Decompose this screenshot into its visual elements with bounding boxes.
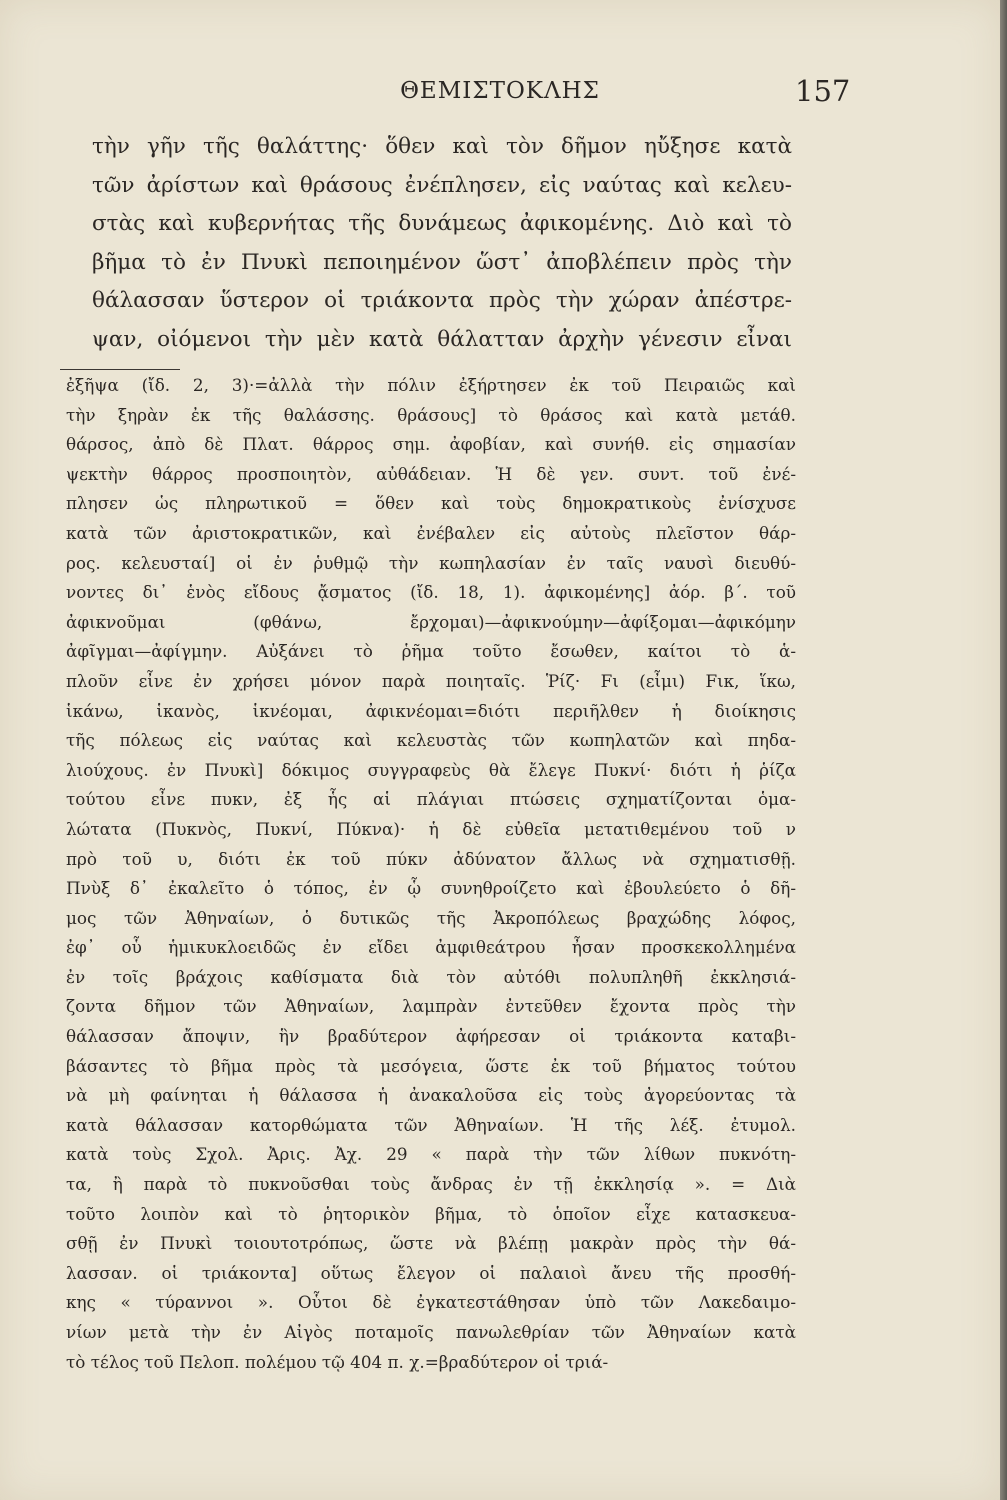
footnote-line: νίων μετὰ τὴν ἐν Αἰγὸς ποταμοῖς πανωλεθρίαν τῶν Ἀθηναίων κατὰ [66, 1322, 796, 1342]
footnote-line: κατὰ τῶν ἀριστοκρατικῶν, καὶ ἐνέβαλεν εἰς αὐτοὺς πλεῖστον θάρ- [66, 522, 796, 543]
footnote-line: τῆς πόλεως εἰς ναύτας καὶ κελευστὰς τῶν κωπηλατῶν καὶ πηδα- [66, 730, 796, 751]
footnote-line: ζοντα δῆμον τῶν Ἀθηναίων, λαμπρὰν ἐντεῦθεν ἔχοντα πρὸς τὴν [66, 996, 796, 1017]
footnote-line: τούτου εἶνε πυκν, ἐξ ἧς αἱ πλάγιαι πτώσεις σχηματίζονται ὁμα- [66, 789, 796, 810]
footnote-line: πλησεν ὡς πληρωτικοῦ = ὅθεν καὶ τοὺς δημοκρατικοὺς ἐνίσχυσε [66, 493, 796, 514]
footnote-line: βάσαντες τὸ βῆμα πρὸς τὰ μεσόγεια, ὥστε ἐκ τοῦ βήματος τούτου [66, 1055, 796, 1076]
main-text-line: βῆμα τὸ ἐν Πνυκὶ πεποιημένον ὥστ᾿ ἀποβλέπειν πρὸς τὴν [92, 249, 792, 275]
main-text-line: στὰς καὶ κυβερνήτας τῆς δυνάμεως ἀφικομένης. Διὸ καὶ τὸ [92, 211, 792, 236]
footnote-line: νὰ μὴ φαίνηται ἡ θάλασσα ἡ ἀνακαλοῦσα εἰς τοὺς ἀγορεύοντας τὰ [66, 1085, 796, 1106]
footnote-line: πλοῦν εἶνε ἐν χρήσει μόνον παρὰ ποιηταῖς. Ῥίζ· Fι (εἶμι) Fικ, ἵκω, [66, 670, 796, 691]
footnote-line: τοῦτο λοιπὸν καὶ τὸ ῥητορικὸν βῆμα, τὸ ὁποῖον εἶχε κατασκευα- [66, 1203, 796, 1224]
footnote-line: τὴν ξηρὰν ἐκ τῆς θαλάσσης. θράσους] τὸ θράσος καὶ κατὰ μετάθ. [66, 404, 796, 425]
footnote-line: λώτατα (Πυκνὸς, Πυκνί, Πύκνα)· ἡ δὲ εὐθεῖα μετατιθεμένου τοῦ ν [66, 818, 796, 839]
footnote-line: τὸ τέλος τοῦ Πελοπ. πολέμου τῷ 404 π. χ.=βραδύτερον οἱ τριά- [66, 1351, 609, 1372]
footnote-line: ἐξῆψα (ἴδ. 2, 3)·=ἀλλὰ τὴν πόλιν ἐξήρτησεν ἐκ τοῦ Πειραιῶς καὶ [66, 375, 796, 395]
footnote-line: Πνὺξ δ᾿ ἐκαλεῖτο ὁ τόπος, ἐν ᾧ συνηθροίζετο καὶ ἐβουλεύετο ὁ δῆ- [66, 878, 796, 899]
footnotes [66, 371, 796, 1377]
footnote-line: λασσαν. οἱ τριάκοντα] οὕτως ἔλεγον οἱ παλαιοὶ ἄνευ τῆς προσθή- [66, 1262, 796, 1283]
page-edge [1000, 0, 1007, 1500]
footnote-line: πρὸ τοῦ υ, διότι ἐκ τοῦ πύκν ἀδύνατον ἄλλως νὰ σχηματισθῇ. [66, 848, 796, 869]
footnote-line: ρος. κελευσταί] οἱ ἐν ῥυθμῷ τὴν κωπηλασίαν ἐν ταῖς ναυσὶ διευθύ- [66, 552, 796, 573]
footnote-line: θάρσος, ἀπὸ δὲ Πλατ. θάρρος σημ. ἀφοβίαν, καὶ συνήθ. εἰς σημασίαν [66, 434, 796, 455]
main-text-line: τὴν γῆν τῆς θαλάττης· ὅθεν καὶ τὸν δῆμον ηὔξησε κατὰ [92, 134, 792, 159]
footnote-line: ψεκτὴν θάρρος προσποιητὸν, αὐθάδειαν. Ἡ δὲ γεν. συντ. τοῦ ἐνέ- [66, 463, 796, 484]
footnote-line: λιούχους. ἐν Πνυκὶ] δόκιμος συγγραφεὺς θὰ ἔλεγε Πυκνί· διότι ἡ ῥίζα [66, 759, 796, 780]
footnote-line: μος τῶν Ἀθηναίων, ὁ δυτικῶς τῆς Ἀκροπόλεως βραχώδης λόφος, [66, 907, 796, 928]
main-text-line: τῶν ἀρίστων καὶ θράσους ἐνέπλησεν, εἰς ναύτας καὶ κελευ- [92, 172, 792, 198]
footnote-line: κατὰ θάλασσαν κατορθώματα τῶν Ἀθηναίων. Ἡ τῆς λέξ. ἐτυμολ. [66, 1114, 796, 1135]
footnote-line: κης « τύραννοι ». Οὗτοι δὲ ἐγκατεστάθησαν ὑπὸ τῶν Λακεδαιμο- [66, 1292, 796, 1313]
footnote-line: σθῇ ἐν Πνυκὶ τοιουτοτρόπως, ὥστε νὰ βλέπῃ μακρὰν πρὸς τὴν θά- [66, 1233, 796, 1254]
page-header [0, 74, 1000, 114]
page-number: 157 [795, 74, 851, 108]
main-text-line: θάλασσαν ὕστερον οἱ τριάκοντα πρὸς τὴν χώραν ἀπέστρε- [92, 288, 792, 313]
footnote-line: ἀφικνοῦμαι (φθάνω, ἔρχομαι)—ἀφικνούμην—ἀφίξομαι—ἀφικόμην [66, 611, 796, 632]
main-text-line: ψαν, οἰόμενοι τὴν μὲν κατὰ θάλατταν ἀρχὴν γένεσιν εἶναι [92, 326, 792, 352]
footnote-line: τα, ἢ παρὰ τὸ πυκνοῦσθαι τοὺς ἄνδρας ἐν τῇ ἐκκλησίᾳ ». = Διὰ [66, 1174, 796, 1195]
footnote-separator [60, 369, 180, 370]
footnote-line: ἀφῖγμαι—ἀφίγμην. Αὐξάνει τὸ ῥῆμα τοῦτο ἔσωθεν, καίτοι τὸ ἁ- [66, 641, 796, 662]
footnote-line: ἐν τοῖς βράχοις καθίσματα διὰ τὸν αὐτόθι πολυπληθῆ ἐκκλησιά- [66, 966, 796, 987]
footnote-line: κατὰ τοὺς Σχολ. Ἀρις. Ἀχ. 29 « παρὰ τὴν τῶν λίθων πυκνότη- [66, 1144, 796, 1165]
running-title: ΘΕΜΙΣΤΟΚΛΗΣ [400, 78, 600, 104]
footnote-line: νοντες δι᾿ ἑνὸς εἴδους ᾄσματος (ἴδ. 18, 1). ἀφικομένης] ἀόρ. β΄. τοῦ [66, 582, 796, 603]
main-text [92, 128, 792, 359]
footnote-line: ἱκάνω, ἱκανὸς, ἱκνέομαι, ἀφικνέομαι=διότι περιῆλθεν ἡ διοίκησις [66, 700, 796, 721]
footnote-line: ἐφ᾿ οὗ ἡμικυκλοειδῶς ἐν εἴδει ἀμφιθεάτρου ἦσαν προσκεκολλημένα [66, 937, 796, 958]
footnote-line: θάλασσαν ἄποψιν, ἣν βραδύτερον ἀφήρεσαν οἱ τριάκοντα καταβι- [66, 1026, 796, 1047]
